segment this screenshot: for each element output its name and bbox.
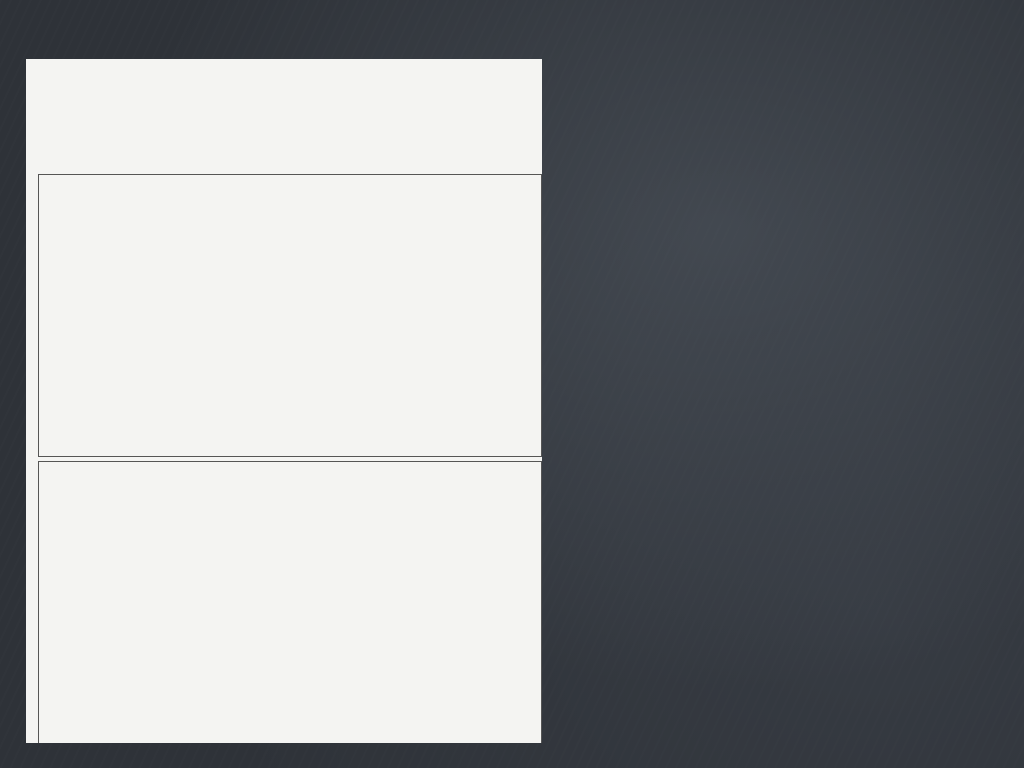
mixed-number-grid [38, 461, 542, 743]
improper-fraction-grid [38, 174, 542, 457]
worksheet-image [26, 59, 542, 743]
